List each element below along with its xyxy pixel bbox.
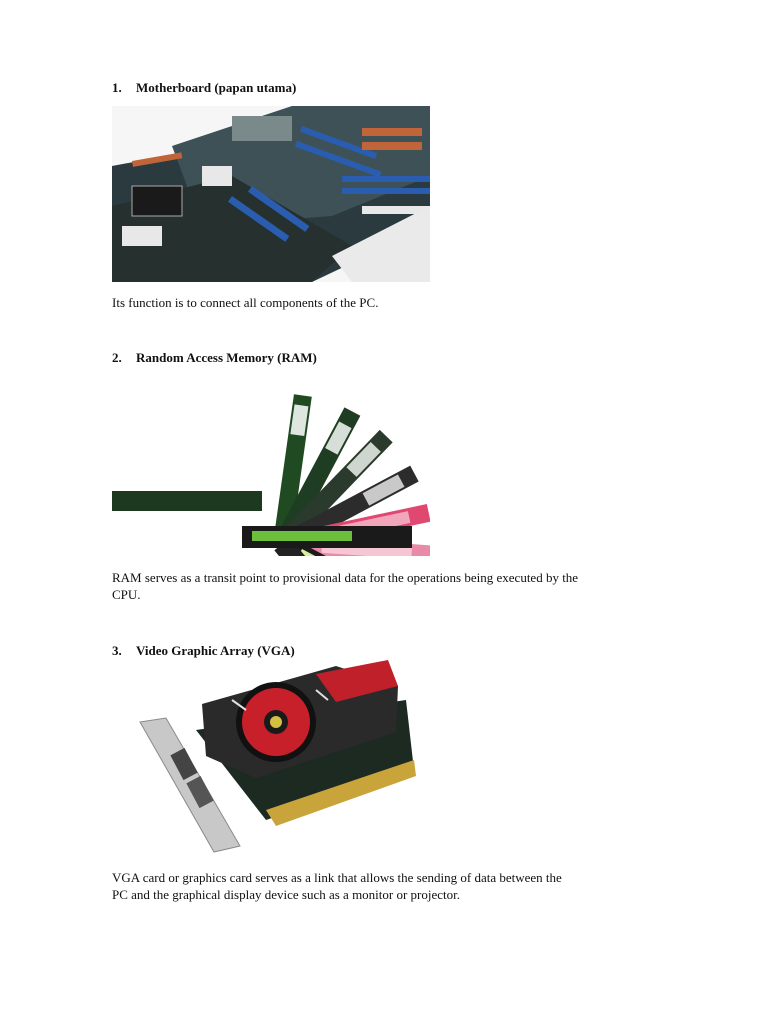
section-number: 1.	[112, 80, 122, 95]
description-line: CPU.	[112, 587, 141, 602]
description-line: PC and the graphical display device such as a monitor or projector.	[112, 887, 461, 902]
section-2-heading	[112, 350, 317, 366]
description-line: RAM serves as a transit point to provisional data for the operations being executed by the	[112, 570, 579, 585]
section-number: 2.	[112, 350, 122, 365]
motherboard-image	[112, 106, 430, 282]
section-2-description	[112, 569, 672, 603]
section-3-description	[112, 869, 672, 903]
ram-image	[112, 376, 430, 556]
section-title: Random Access Memory (RAM)	[136, 350, 317, 365]
section-3-heading	[112, 643, 295, 659]
section-number: 3.	[112, 643, 122, 658]
section-title: Motherboard (papan utama)	[136, 80, 297, 95]
vga-card-image	[136, 660, 418, 856]
description-line: VGA card or graphics card serves as a link that allows the sending of data between the	[112, 870, 562, 885]
section-title: Video Graphic Array (VGA)	[136, 643, 295, 658]
section-1-description: Its function is to connect all components of the PC.	[112, 295, 379, 310]
section-1-heading	[112, 80, 296, 96]
